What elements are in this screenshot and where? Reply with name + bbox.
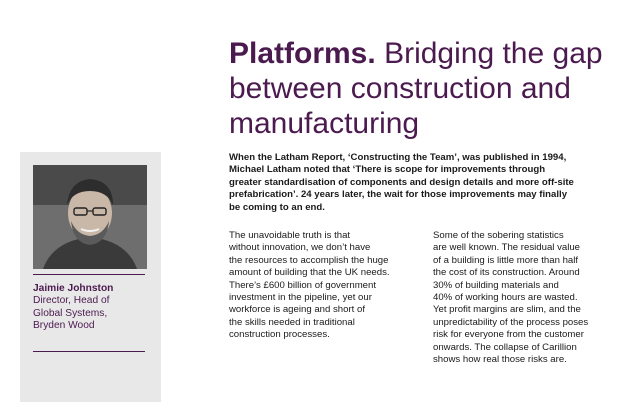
headline-line-3: manufacturing (229, 107, 420, 140)
standfirst-line: be coming to an end. (229, 201, 325, 213)
body-line: the cost of its construction. Around (433, 267, 580, 279)
portrait-photo-icon (33, 165, 147, 269)
author-rule-top (33, 274, 145, 275)
body-line: the skills needed in traditional (229, 316, 355, 328)
body-line: risk for everyone from the customer (433, 329, 584, 341)
body-line: workforce is ageing and short of (229, 304, 365, 316)
body-line: the resources to accomplish the huge (229, 254, 389, 266)
body-line: 30% of building materials and (433, 279, 559, 291)
author-rule-bottom (33, 351, 145, 352)
standfirst-line: greater standardisation of components and design details and more off-site (229, 176, 574, 188)
body-column-1 (229, 230, 415, 342)
headline-line-1: Bridging the gap (384, 37, 603, 70)
body-line: construction processes. (229, 329, 330, 341)
body-line: There’s £600 billion of government (229, 279, 377, 291)
body-column-2 (433, 230, 619, 366)
author-name: Jaimie Johnston (33, 283, 114, 294)
body-line: amount of building that the UK needs. (229, 267, 390, 279)
standfirst-line: When the Latham Report, ‘Constructing the Team’, was published in 1994, (229, 152, 567, 163)
standfirst (229, 152, 631, 214)
body-line: Some of the sobering statistics (433, 230, 564, 241)
headline-bold: Platforms. (229, 37, 376, 70)
author-photo (33, 165, 147, 269)
body-line: investment in the pipeline, yet our (229, 292, 372, 304)
body-line: unpredictability of the process poses (433, 316, 589, 328)
standfirst-line: prefabrication’. 24 years later, the wait for those improvements may finally (229, 189, 568, 201)
standfirst-line: Michael Latham noted that ‘There is scope for improvements through (229, 164, 546, 176)
body-line: shows how real those risks are. (433, 354, 567, 366)
body-line: Yet profit margins are slim, and the (433, 304, 581, 316)
body-line: onwards. The collapse of Carillion (433, 341, 577, 353)
headline (229, 36, 629, 141)
body-line: The unavoidable truth is that (229, 230, 351, 241)
body-line: are well known. The residual value (433, 242, 581, 254)
body-line: 40% of working hours are wasted. (433, 292, 578, 304)
body-line: without innovation, we don’t have (229, 242, 371, 254)
author-role: Director, Head of Global Systems, Bryden Wood (33, 295, 110, 332)
body-line: of a building is little more than half (433, 254, 579, 266)
headline-line-2: between construction and (229, 72, 571, 105)
author-block (33, 283, 151, 333)
